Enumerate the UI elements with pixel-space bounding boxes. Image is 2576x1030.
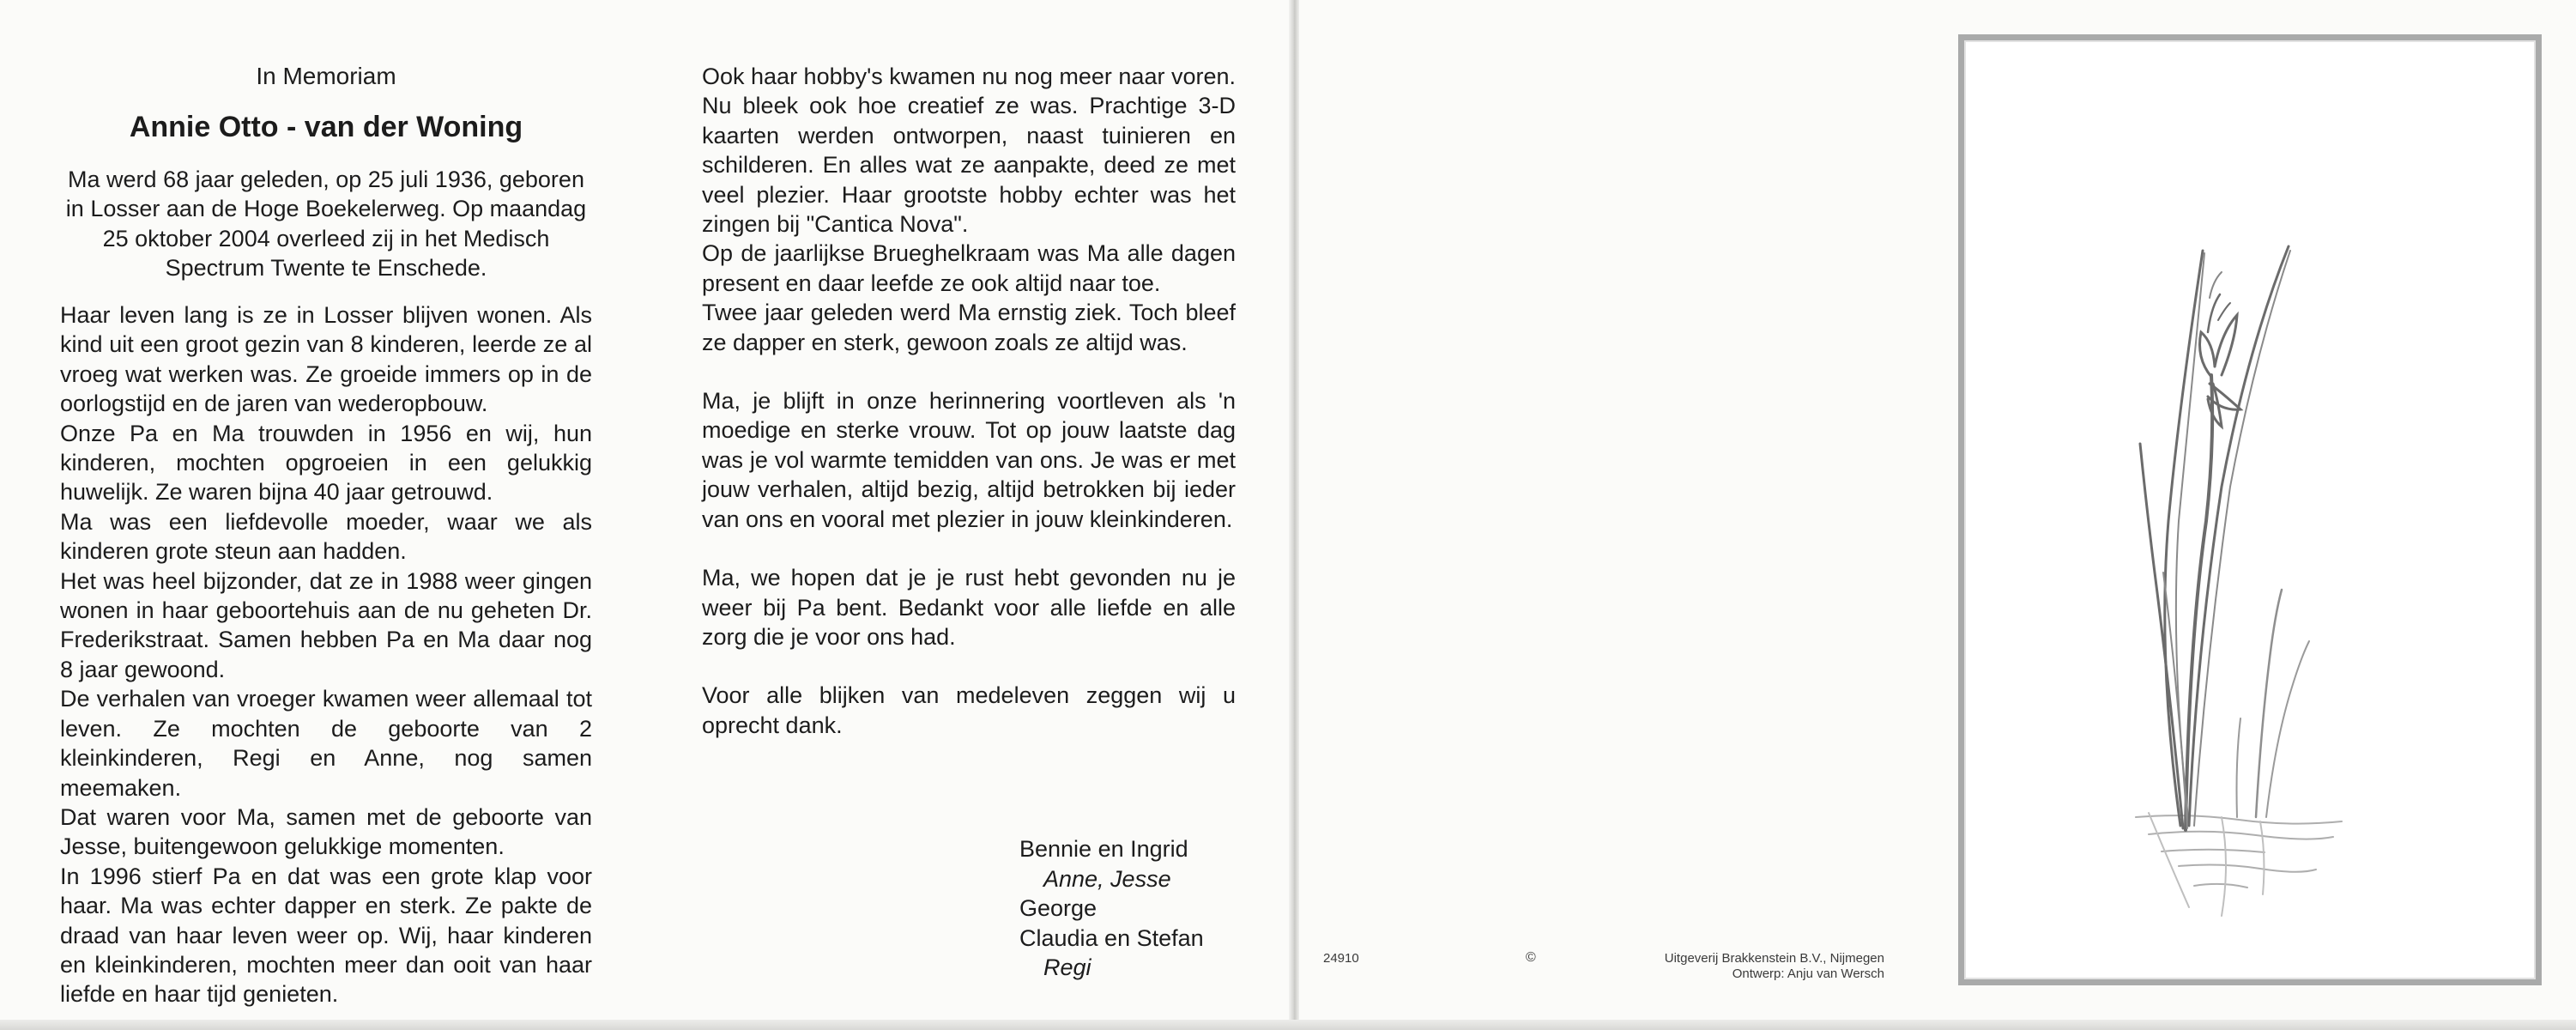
left-column-text bbox=[60, 300, 592, 1009]
paragraph: Op de jaarlijkse Brueghelkraam was Ma alle dagen present en daar leefde ze ook altijd naar toe. bbox=[702, 240, 1236, 296]
card-fold bbox=[1289, 0, 1299, 1027]
card-code: 24910 bbox=[1323, 951, 1359, 966]
iris-leaf bbox=[2266, 641, 2309, 817]
design-credit: Ontwerp: Anju van Wersch bbox=[1732, 966, 1884, 981]
iris-leaf bbox=[2237, 718, 2241, 817]
signature-line: Bennie en Ingrid bbox=[1019, 836, 1188, 862]
signature-line: George bbox=[1019, 895, 1098, 921]
signature-line: Claudia en Stefan bbox=[1019, 924, 1204, 951]
paragraph: In 1996 stierf Pa en dat was een grote klap voor haar. Ma was echter dapper en sterk. Ze pakte de draad van haar leven weer op. Wij, haar kinderen en kleinkinderen, mochten meer dan ooit van haar liefde en haar tijd genieten. bbox=[60, 863, 592, 1008]
thanks-paragraph: Voor alle blijken van medeleven zeggen wij u oprecht dank. bbox=[702, 682, 1236, 738]
copyright-symbol: © bbox=[1526, 950, 1536, 965]
middle-column-text bbox=[702, 62, 1236, 740]
family-signatures bbox=[1019, 834, 1204, 983]
paragraph: Ma was een liefdevolle moeder, waar we als kinderen grote steun aan hadden. bbox=[60, 508, 592, 565]
signature-line: Regi bbox=[1043, 954, 1091, 980]
iris-blossom bbox=[2200, 294, 2241, 427]
card-bottom-edge bbox=[0, 1020, 2576, 1030]
iris-flower-icon bbox=[1964, 40, 2536, 979]
publisher-name: Uitgeverij Brakkenstein B.V., Nijmegen bbox=[1664, 951, 1884, 966]
paragraph: De verhalen van vroeger kwamen weer allemaal tot leven. Ze mochten de geboorte van 2 kleinkinderen, Regi en Anne, nog samen meemaken. bbox=[60, 686, 592, 801]
memoriam-heading: In Memoriam bbox=[256, 63, 396, 89]
water-reflection bbox=[2136, 813, 2342, 916]
paragraph: Ma, we hopen dat je je rust hebt gevonden nu je weer bij Pa bent. Bedankt voor alle liefde en alle zorg die je voor ons had. bbox=[702, 565, 1236, 650]
paragraph: Onze Pa en Ma trouwden in 1956 en wij, hun kinderen, mochten opgroeien in een gelukkig huwelijk. Ze waren bijna 40 jaar getrouwd. bbox=[60, 420, 592, 506]
paragraph: Ma, je blijft in onze herinnering voortleven als 'n moedige en sterke vrouw. Tot op jouw laatste dag was je vol warmte temidden van ons. Je was er met jouw verhalen, altijd bezig, altijd betrokken bij ieder van ons en vooral met plezier in jouw kleinkinderen. bbox=[702, 388, 1236, 532]
paragraph: Twee jaar geleden werd Ma ernstig ziek. Toch bleef ze dapper en sterk, gewoon zoals ze altijd was. bbox=[702, 300, 1236, 355]
intro-text: Ma werd 68 jaar geleden, op 25 juli 1936, geboren in Losser aan de Hoge Boekelerweg. Op maandag 25 oktober 2004 overleed zij in het Medisch Spectrum Twente te Enschede. bbox=[65, 167, 587, 282]
iris-leaf bbox=[2256, 590, 2282, 817]
paragraph: Ook haar hobby's kwamen nu nog meer naar voren. Nu bleek ook hoe creatief ze was. Prachtige 3-D kaarten werden ontworpen, naast tuinieren en schilderen. En alles wat ze aanpakte, deed ze met veel plezier. Haar grootste hobby echter was het zingen bij "Cantica Nova". bbox=[702, 64, 1237, 238]
signature-line: Anne, Jesse bbox=[1043, 865, 1171, 892]
paragraph: Het was heel bijzonder, dat ze in 1988 weer gingen wonen in haar geboortehuis aan de nu geheten Dr. Frederikstraat. Samen hebben Pa en Ma daar nog 8 jaar gewoond. bbox=[60, 567, 592, 682]
illustration-frame bbox=[1958, 34, 2542, 985]
paragraph: Haar leven lang is ze in Losser blijven wonen. Als kind uit een groot gezin van 8 kinderen, leerde ze al vroeg wat werken was. Ze groeide immers op in de oorlogstijd en de jaren van wederopbouw. bbox=[60, 302, 592, 417]
publisher-credit bbox=[1545, 951, 1884, 982]
paragraph: Dat waren voor Ma, samen met de geboorte van Jesse, buitengewoon gelukkige momenten. bbox=[60, 803, 592, 860]
deceased-name: Annie Otto - van der Woning bbox=[129, 111, 523, 143]
